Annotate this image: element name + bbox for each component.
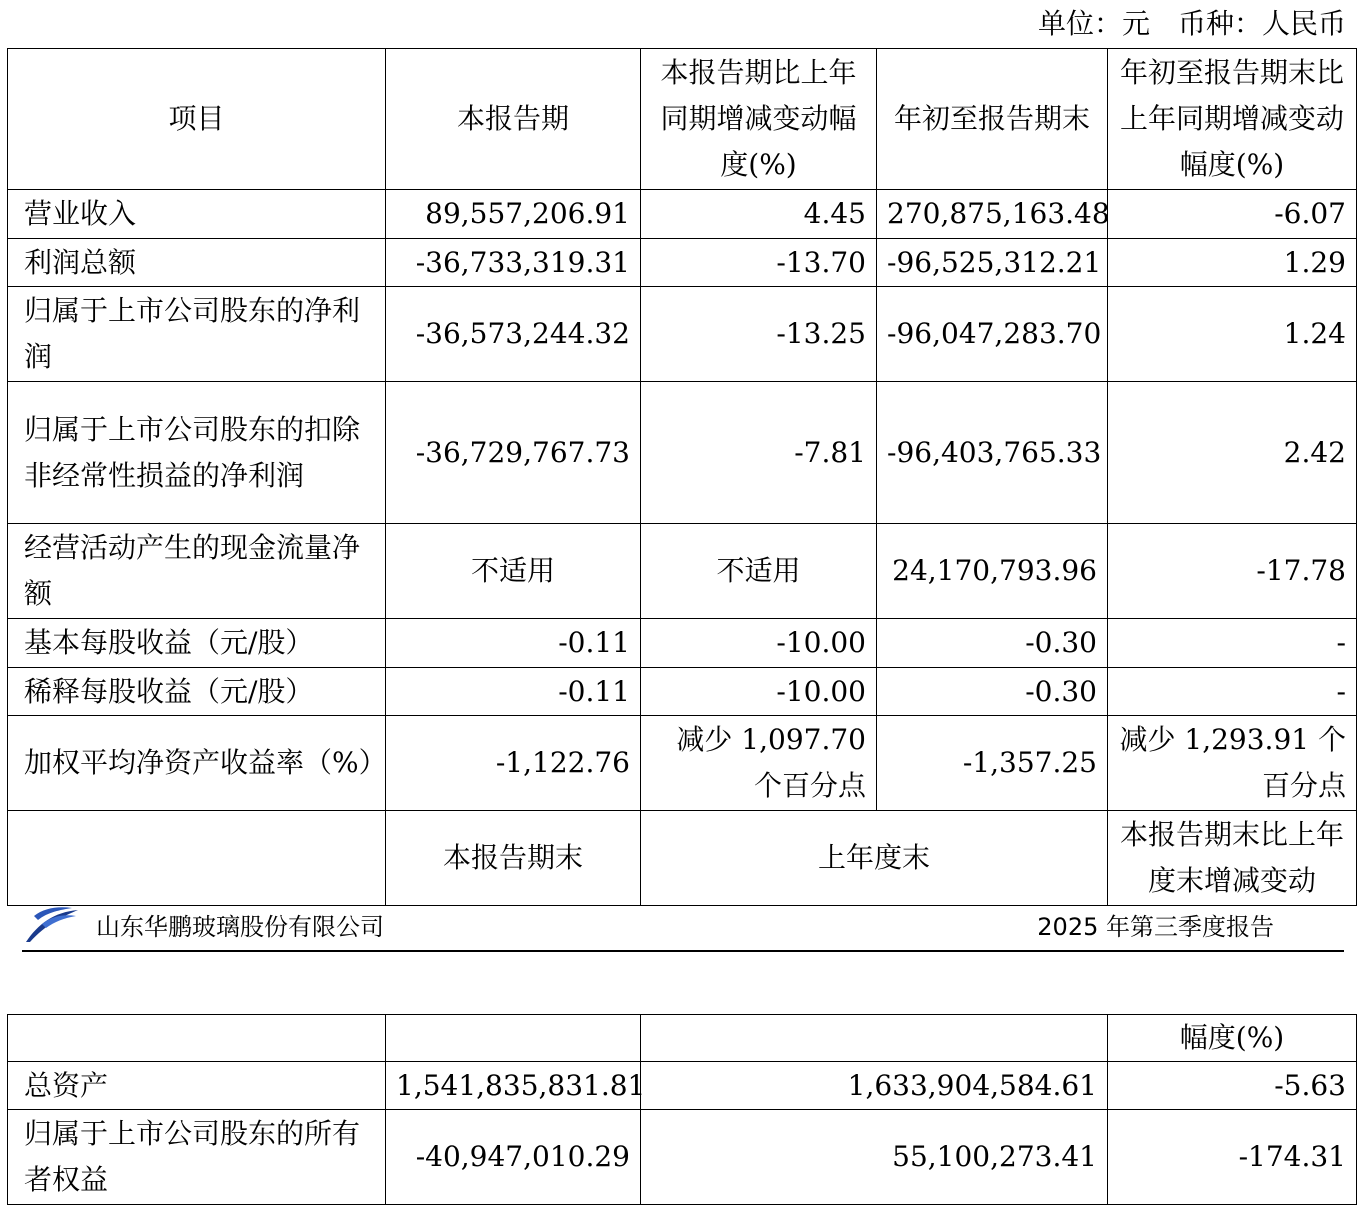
cell-period-end: -40,947,010.29 bbox=[386, 1110, 641, 1205]
cell-ytd: -96,403,765.33 bbox=[877, 382, 1108, 524]
table-header-row bbox=[8, 49, 1357, 190]
table-row bbox=[8, 1110, 1357, 1205]
financial-data-table bbox=[7, 48, 1357, 906]
cell-current: -36,733,319.31 bbox=[386, 239, 641, 287]
cell-current: -0.11 bbox=[386, 668, 641, 716]
cell-current: 不适用 bbox=[386, 524, 641, 619]
subheader-empty bbox=[8, 811, 386, 906]
table-row bbox=[8, 190, 1357, 239]
cell-ytd-change: 1.29 bbox=[1108, 239, 1357, 287]
header-cont-empty bbox=[386, 1015, 641, 1062]
cell-period-end: 1,541,835,831.81 bbox=[386, 1062, 641, 1110]
cell-current: 89,557,206.91 bbox=[386, 190, 641, 239]
cell-current-change: -10.00 bbox=[641, 668, 877, 716]
cell-current: -0.11 bbox=[386, 619, 641, 668]
cell-current: -1,122.76 bbox=[386, 716, 641, 811]
cell-change: -174.31 bbox=[1108, 1110, 1357, 1205]
table-subheader-row bbox=[8, 811, 1357, 906]
header-cont-empty bbox=[8, 1015, 386, 1062]
header-cont-empty bbox=[641, 1015, 1108, 1062]
row-label: 加权平均净资产收益率（%） bbox=[8, 716, 386, 811]
unit-currency-note: 单位：元 币种：人民币 bbox=[1037, 7, 1346, 40]
cell-ytd-change: 1.24 bbox=[1108, 287, 1357, 382]
cell-ytd-change: - bbox=[1108, 668, 1357, 716]
header-ytd: 年初至报告期末 bbox=[877, 49, 1108, 190]
company-name: 山东华鹏玻璃股份有限公司 bbox=[96, 913, 384, 941]
row-label: 稀释每股收益（元/股） bbox=[8, 668, 386, 716]
cell-ytd-change: 2.42 bbox=[1108, 382, 1357, 524]
row-label: 利润总额 bbox=[8, 239, 386, 287]
cell-current-change: 不适用 bbox=[641, 524, 877, 619]
subheader-change: 本报告期末比上年度末增减变动 bbox=[1108, 811, 1357, 906]
table-row bbox=[8, 619, 1357, 668]
cell-ytd-change: - bbox=[1108, 619, 1357, 668]
cell-ytd: 270,875,163.48 bbox=[877, 190, 1108, 239]
header-cont-amplitude: 幅度(%) bbox=[1108, 1015, 1357, 1062]
cell-current-change: -7.81 bbox=[641, 382, 877, 524]
balance-table bbox=[7, 1014, 1357, 1205]
cell-ytd: -0.30 bbox=[877, 668, 1108, 716]
row-label: 总资产 bbox=[8, 1062, 386, 1110]
header-current-change: 本报告期比上年同期增减变动幅度(%) bbox=[641, 49, 877, 190]
cell-ytd: -96,525,312.21 bbox=[877, 239, 1108, 287]
cell-ytd: 24,170,793.96 bbox=[877, 524, 1108, 619]
cell-current-change: 减少 1,097.70 个百分点 bbox=[641, 716, 877, 811]
cell-current-change: 4.45 bbox=[641, 190, 877, 239]
row-label: 归属于上市公司股东的净利润 bbox=[8, 287, 386, 382]
table-row bbox=[8, 716, 1357, 811]
table-row bbox=[8, 1062, 1357, 1110]
cell-ytd: -96,047,283.70 bbox=[877, 287, 1108, 382]
row-label: 归属于上市公司股东的所有者权益 bbox=[8, 1110, 386, 1205]
cell-ytd: -1,357.25 bbox=[877, 716, 1108, 811]
table-row bbox=[8, 287, 1357, 382]
table-row bbox=[8, 239, 1357, 287]
cell-prior-year-end: 1,633,904,584.61 bbox=[641, 1062, 1108, 1110]
cell-prior-year-end: 55,100,273.41 bbox=[641, 1110, 1108, 1205]
header-ytd-change: 年初至报告期末比上年同期增减变动幅度(%) bbox=[1108, 49, 1357, 190]
cell-current: -36,729,767.73 bbox=[386, 382, 641, 524]
cell-ytd-change: 减少 1,293.91 个百分点 bbox=[1108, 716, 1357, 811]
table-row bbox=[8, 524, 1357, 619]
header-current-period: 本报告期 bbox=[386, 49, 641, 190]
header-item: 项目 bbox=[8, 49, 386, 190]
row-label: 经营活动产生的现金流量净额 bbox=[8, 524, 386, 619]
cell-ytd-change: -17.78 bbox=[1108, 524, 1357, 619]
table-row bbox=[8, 668, 1357, 716]
cell-ytd: -0.30 bbox=[877, 619, 1108, 668]
page-footer bbox=[22, 902, 1344, 952]
cell-ytd-change: -6.07 bbox=[1108, 190, 1357, 239]
report-title: 2025 年第三季度报告 bbox=[1037, 913, 1274, 941]
bird-logo-icon bbox=[24, 904, 80, 944]
cell-current: -36,573,244.32 bbox=[386, 287, 641, 382]
cell-current-change: -13.70 bbox=[641, 239, 877, 287]
table-header-cont-row bbox=[8, 1015, 1357, 1062]
cell-change: -5.63 bbox=[1108, 1062, 1357, 1110]
cell-current-change: -13.25 bbox=[641, 287, 877, 382]
row-label: 归属于上市公司股东的扣除非经常性损益的净利润 bbox=[8, 382, 386, 524]
row-label: 营业收入 bbox=[8, 190, 386, 239]
subheader-period-end: 本报告期末 bbox=[386, 811, 641, 906]
cell-current-change: -10.00 bbox=[641, 619, 877, 668]
subheader-prior-year-end: 上年度末 bbox=[641, 811, 1108, 906]
row-label: 基本每股收益（元/股） bbox=[8, 619, 386, 668]
table-row bbox=[8, 382, 1357, 524]
